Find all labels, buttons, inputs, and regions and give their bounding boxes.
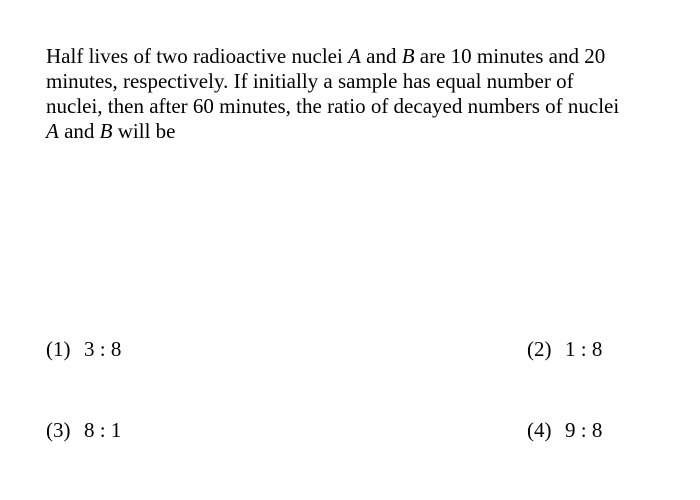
option-number: (3) <box>46 418 71 442</box>
option-text: 9 : 8 <box>565 418 603 442</box>
nucleus-a-symbol: A <box>46 119 59 143</box>
option-number: (2) <box>527 337 552 361</box>
nucleus-a-symbol: A <box>348 44 361 68</box>
nucleus-b-symbol: B <box>401 44 415 68</box>
option-3[interactable] <box>46 418 121 443</box>
option-4[interactable] <box>527 418 602 443</box>
option-number: (4) <box>527 418 552 442</box>
option-text: 1 : 8 <box>565 337 603 361</box>
option-number: (1) <box>46 337 71 361</box>
question-text: Half lives of two radioactive nuclei A and B are 10 minutes and 20 minutes, respectively. If initially a sample has equal number of nuclei, then after 60 minutes, the ratio of decayed numbers of nuclei A and B will be <box>46 44 620 143</box>
option-1[interactable] <box>46 337 121 362</box>
option-2[interactable] <box>527 337 602 362</box>
option-text: 8 : 1 <box>84 418 122 442</box>
nucleus-b-symbol: B <box>99 119 113 143</box>
option-text: 3 : 8 <box>84 337 122 361</box>
